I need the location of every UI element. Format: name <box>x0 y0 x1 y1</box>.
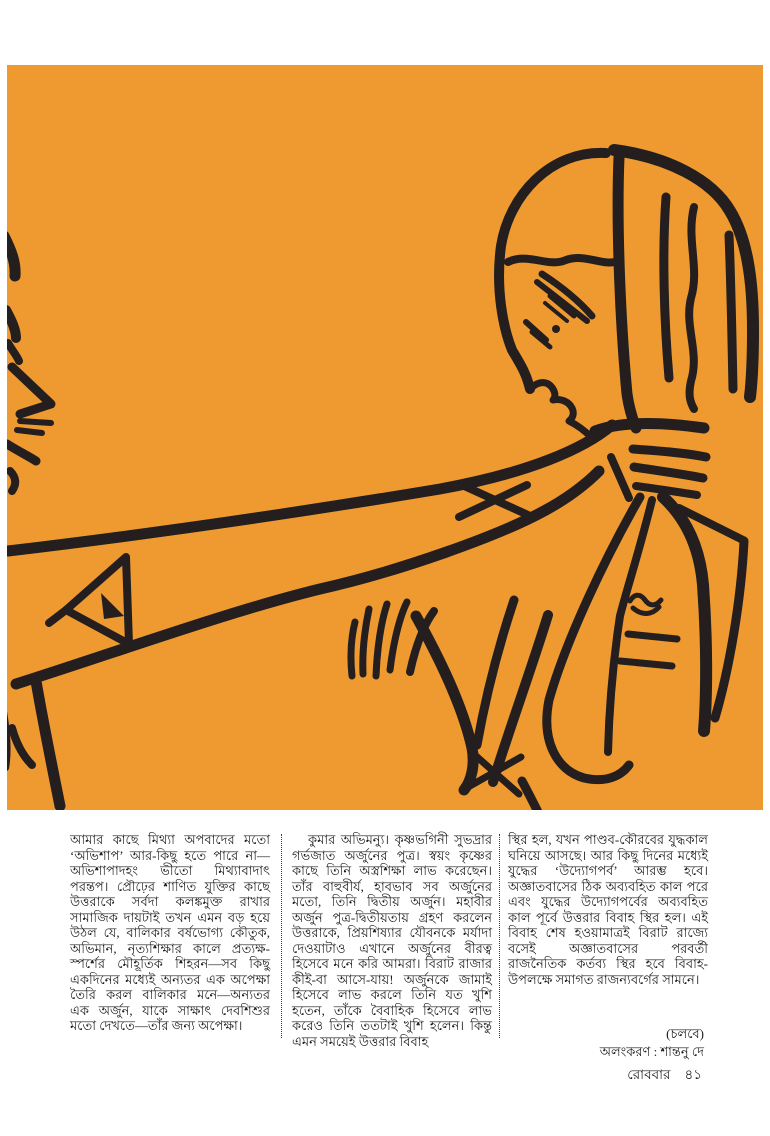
gripping-hand <box>595 423 706 498</box>
man-profile <box>7 236 60 806</box>
cover-illustration <box>7 65 763 810</box>
page-footer <box>627 1064 702 1087</box>
outstretched-arm <box>8 425 612 684</box>
ink-drawing <box>7 65 763 810</box>
sari-drape <box>547 497 744 780</box>
column-divider-right <box>499 834 500 1038</box>
woman-head <box>499 150 753 437</box>
page-number: ৪১ <box>684 1067 702 1082</box>
clasped-hands <box>351 600 548 810</box>
illustrator-credit: অলংকরণ : শান্তনু দে <box>599 1044 704 1059</box>
column-divider-left <box>281 834 282 1038</box>
article-column-1: আমার কাছে মিথ্যা অপবাদের মতো ‘অভিশাপ’ আর-কিছু হতে পারে না—অভিশাপাদহং ভীতো মিথ্যাবাদাৎ পরন্তপ। প্রৌঢ়ের শাণিত যুক্তির কাছে উত্তরাকে সর্বদা কলঙ্কমুক্ত রাখার সামাজিক দায়টাই তখন এমন বড় হয়ে উঠল যে, বালিকার বর্ষভোগ্য কৌতুক, অভিমান, নৃত্যশিক্ষার কালে প্রত্যক্ষ-স্পর্শের মৌহূর্তিক শিহরন—সব কিছু একদিনের মধ্যেই অন্যতর এক অপেক্ষা তৈরি করল বালিকার মনে—অন্যতর এক অর্জুন, যাকে সাক্ষাৎ দেবশিশুর মতো দেখতে—তাঁর জন্য অপেক্ষা। <box>70 832 270 1033</box>
article-column-3: স্থির হল, যখন পাণ্ডব-কৌরবের যুদ্ধকাল ঘনিয়ে আসছে। আর কিছু দিনের মধ্যেই যুদ্ধের ‘উদ্যোগপর্ব’ আরম্ভ হবে। অজ্ঞাতবাসের ঠিক অব্যবহিত কাল পরে এবং যুদ্ধের উদ্যোগপর্বের অব্যবহিত কাল পূর্বে উত্তরার বিবাহ স্থির হল। এই বিবাহ শেষ হওয়ামাত্রই বিরাট রাজ্যে বসেই অজ্ঞাতবাসের পরবর্তী রাজনৈতিক কর্তব্য স্থির হবে বিবাহ-উপলক্ষে সমাগত রাজন্যবর্গের সামনে। <box>508 832 708 987</box>
magazine-name: রোববার <box>627 1067 671 1082</box>
article-column-2: কুমার অভিমন্যু। কৃষ্ণভগিনী সুভদ্রার গর্ভজাত অর্জুনের পুত্র। স্বয়ং কৃষ্ণের কাছে তিনি অস্ত্রশিক্ষা লাভ করেছেন। তাঁর বাহুবীর্য, হাবভাব সব অর্জুনের মতো, তিনি দ্বিতীয় অর্জুন। মহাবীর অর্জুন পুত্র-দ্বিতীয়তায় গ্রহণ করলেন উত্তরাকে, প্রিয়শিষ্যার যৌবনকে মর্যাদা দেওয়াটাও এখানে অর্জুনের বীরত্ব হিসেবে মনে করি আমরা। বিরাট রাজার কীই-বা আসে-যায়! অর্জুনকে জামাই হিসেবে লাভ করলে তিনি যত খুশি হতেন, তাঁকে বৈবাহিক হিসেবে লাভ করেও তিনি ততটাই খুশি হলেন। কিন্তু এমন সময়েই উত্তরার বিবাহ <box>292 832 492 1049</box>
to-be-continued-note: (চলবে) <box>666 1026 704 1041</box>
